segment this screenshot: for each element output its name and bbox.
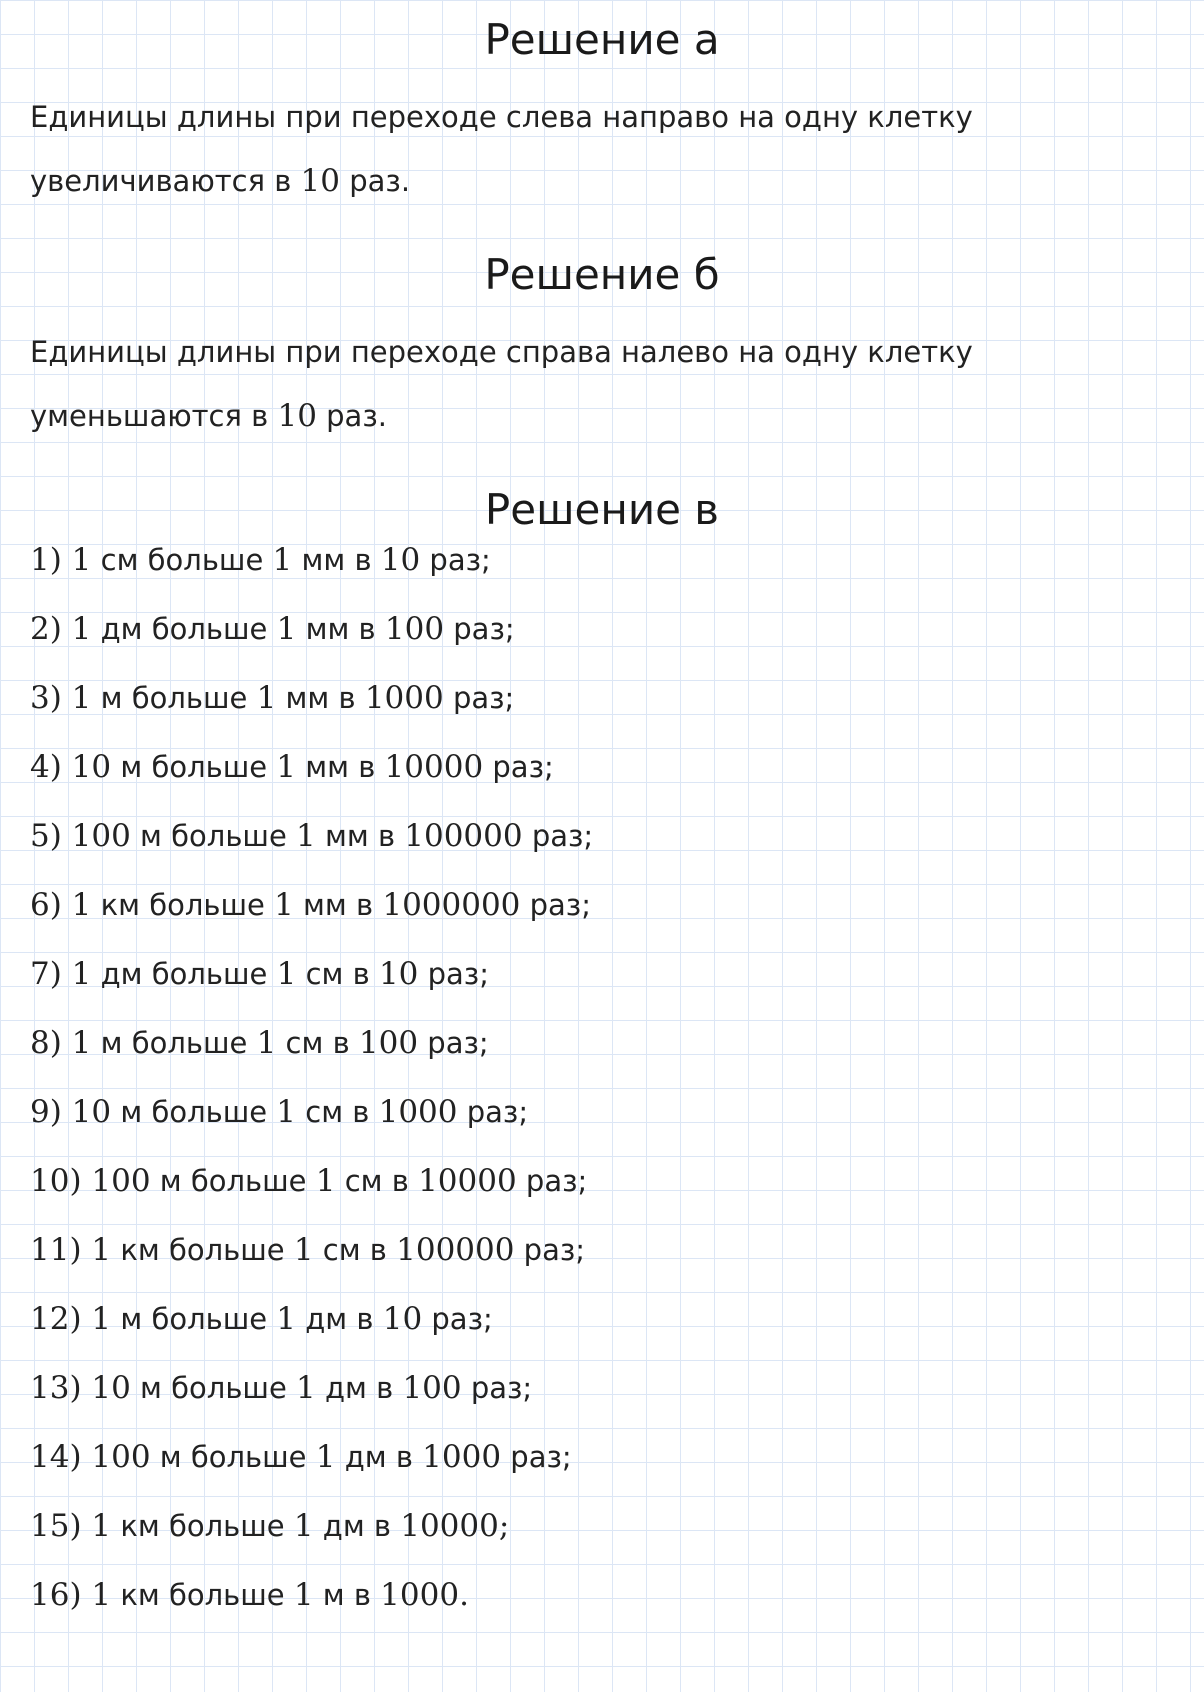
list-item-text: дм в — [315, 1371, 403, 1405]
list-item-number: 100000 — [404, 818, 523, 854]
list-item-number: 1 — [293, 1232, 314, 1268]
list-item-text: раз; — [420, 543, 491, 577]
list-item-text: раз; — [522, 819, 594, 853]
list-item-number: 7) 1 — [30, 956, 92, 992]
solution-a-text-end: раз. — [340, 164, 411, 198]
list-item-number: 1 — [256, 1025, 277, 1061]
list-item-number: 1 — [276, 611, 297, 647]
list-item-text: мм в — [276, 681, 365, 715]
list-item-number: 9) 10 — [30, 1094, 112, 1130]
list-item-number: 1 — [276, 956, 297, 992]
list-item-number: 1 — [276, 749, 297, 785]
list-item-number: 1000 — [364, 680, 444, 716]
list-item-number: 10 — [380, 542, 421, 578]
list-item-text: раз; — [516, 1164, 588, 1198]
list-item-text: раз; — [418, 957, 489, 991]
list-item-number: 1000 — [422, 1439, 502, 1475]
list-item-number: 1000000 — [382, 887, 521, 923]
list-item — [30, 1147, 593, 1216]
list-item-text: см в — [313, 1233, 397, 1267]
list-item-text: см в — [276, 1026, 359, 1060]
list-item — [30, 871, 593, 940]
list-item-number: 10 — [382, 1301, 423, 1337]
list-item-number: 1 — [296, 1370, 316, 1406]
list-item-number: 11) 1 — [30, 1232, 112, 1268]
list-item-text: км больше — [111, 1509, 294, 1543]
list-item — [30, 1492, 593, 1561]
list-item — [30, 1354, 593, 1423]
list-item-number: 10000 — [418, 1163, 517, 1199]
list-item-text: м больше — [111, 1095, 277, 1129]
list-item-number: 4) 10 — [30, 749, 112, 785]
comparison-list — [30, 542, 594, 1664]
list-item-text: км больше — [111, 1578, 294, 1612]
list-item-text: см больше — [91, 543, 273, 577]
list-item-number: 1 — [315, 1163, 336, 1199]
list-item-number: 10 — [378, 956, 419, 992]
list-item — [30, 1009, 593, 1078]
list-item-number: 100 — [358, 1025, 419, 1061]
list-item-text: раз; — [444, 612, 515, 646]
list-item-number: 8) 1 — [30, 1025, 92, 1061]
list-item-text: м больше — [111, 750, 277, 784]
list-item-text: раз; — [443, 681, 515, 715]
heading-solution-a: Решение а — [484, 15, 720, 64]
solution-a-text — [30, 85, 1190, 213]
list-item-text: раз; — [418, 1026, 489, 1060]
solution-b-text-part: Единицы длины при переходе справа налево на одну клетку уменьшаются в — [30, 335, 973, 433]
list-item-number: 1 — [276, 1301, 297, 1337]
list-item-text: м больше — [150, 1440, 316, 1474]
list-item — [30, 526, 593, 595]
list-item-text: мм в — [292, 543, 381, 577]
list-item-text: раз; — [520, 888, 591, 922]
list-item-number: 1 — [315, 1439, 336, 1475]
list-item-number: 100 — [402, 1370, 462, 1406]
list-item-number: 16) 1 — [30, 1577, 112, 1613]
list-item-number: 1000. — [380, 1577, 469, 1613]
list-item-text: раз; — [501, 1440, 572, 1474]
list-item-text: см в — [335, 1164, 419, 1198]
list-item — [30, 1423, 593, 1492]
list-item-text: мм в — [296, 750, 385, 784]
list-item — [30, 1216, 593, 1285]
list-item — [30, 1561, 593, 1630]
list-item — [30, 940, 593, 1009]
list-item-text: раз; — [422, 1302, 493, 1336]
list-item-number: 1 — [293, 1508, 314, 1544]
solution-b-text-end: раз. — [316, 399, 387, 433]
list-item-text: м больше — [91, 1026, 257, 1060]
list-item-text: км больше — [111, 1233, 294, 1267]
list-item-number: 1 — [293, 1577, 314, 1613]
heading-solution-b: Решение б — [484, 250, 720, 299]
list-item-number: 1 — [276, 1094, 297, 1130]
list-item-number: 1) 1 — [30, 542, 92, 578]
solution-a-text-part: Единицы длины при переходе слева направо на одну клетку увеличиваются в — [30, 100, 973, 198]
list-item-number: 1 — [272, 542, 293, 578]
list-item-text: раз; — [483, 750, 554, 784]
list-item-number: 14) 100 — [30, 1439, 151, 1475]
list-item-text: раз; — [457, 1095, 529, 1129]
list-item — [30, 802, 593, 871]
list-item-text: см в — [296, 957, 379, 991]
list-item-number: 1 — [274, 887, 294, 923]
list-item-text: м в — [313, 1578, 381, 1612]
list-item-text: дм в — [296, 1302, 383, 1336]
list-item-text: мм в — [293, 888, 383, 922]
list-item-number: 6) 1 — [30, 887, 92, 923]
list-item-text: м больше — [130, 819, 297, 853]
list-item-text: раз; — [514, 1233, 586, 1267]
list-item-text: км больше — [91, 888, 275, 922]
list-item-text: мм в — [296, 612, 385, 646]
list-item-text: см в — [296, 1095, 379, 1129]
list-item — [30, 664, 593, 733]
list-item — [30, 1285, 593, 1354]
list-item-number: 1000 — [378, 1094, 458, 1130]
list-item-number: 3) 1 — [30, 680, 92, 716]
list-item-number: 100 — [384, 611, 445, 647]
list-item-text: м больше — [111, 1302, 277, 1336]
list-item-number: 1 — [296, 818, 316, 854]
heading-solution-c: Решение в — [484, 485, 720, 534]
list-item-number: 13) 10 — [30, 1370, 131, 1406]
list-item-number: 1 — [256, 680, 277, 716]
list-item-text: дм в — [313, 1509, 401, 1543]
list-item-text: раз; — [461, 1371, 533, 1405]
list-item-number: 10000 — [384, 749, 484, 785]
list-item-number: 10) 100 — [30, 1163, 151, 1199]
list-item-number: 100000 — [396, 1232, 515, 1268]
list-item-text: м больше — [150, 1164, 316, 1198]
solution-a-number: 10 — [300, 163, 340, 199]
list-item — [30, 733, 593, 802]
list-item-text: м больше — [130, 1371, 297, 1405]
solution-b-number: 10 — [277, 398, 317, 434]
list-item-text: мм в — [315, 819, 405, 853]
list-item-number: 10000; — [400, 1508, 510, 1544]
list-item — [30, 595, 593, 664]
list-item-number: 15) 1 — [30, 1508, 112, 1544]
list-item-number: 2) 1 — [30, 611, 92, 647]
list-item-text: м больше — [91, 681, 257, 715]
solution-b-text — [30, 320, 1190, 448]
list-item-number: 5) 100 — [30, 818, 131, 854]
list-item-number: 12) 1 — [30, 1301, 112, 1337]
list-item-text: дм в — [335, 1440, 423, 1474]
list-item-text: дм больше — [91, 612, 277, 646]
list-item — [30, 1078, 593, 1147]
list-item-text: дм больше — [91, 957, 277, 991]
